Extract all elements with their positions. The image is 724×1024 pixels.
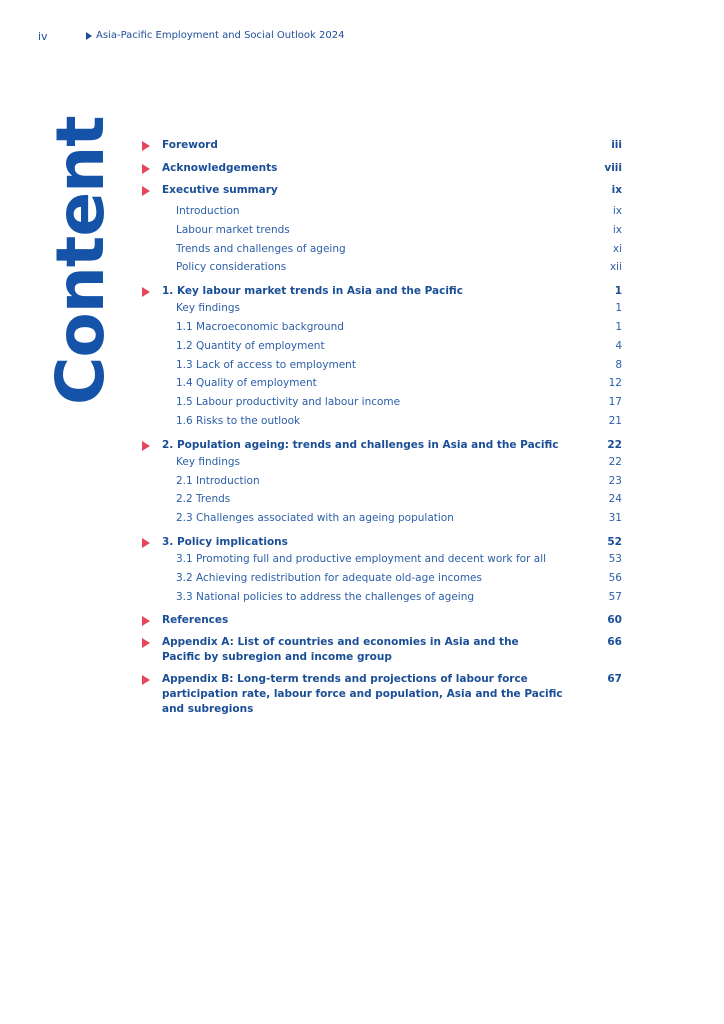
- toc-section-entry[interactable]: [140, 393, 622, 412]
- toc-entry-label: Key findings: [176, 302, 241, 315]
- toc-entry-page: 22: [607, 438, 622, 451]
- toc-entry-page: 31: [608, 512, 622, 525]
- toc-entry-page: ix: [612, 223, 622, 236]
- toc-section-entry[interactable]: [140, 258, 622, 277]
- toc-entry-page: 52: [607, 535, 622, 548]
- toc-entry-page: 21: [608, 414, 622, 427]
- toc-entry-label: 2.2 Trends: [176, 493, 231, 506]
- toc-entry-page: 53: [608, 552, 622, 565]
- toc-entry-label: 2.3 Challenges associated with an ageing population: [176, 512, 454, 525]
- toc-chapter-entry[interactable]: [140, 635, 622, 665]
- toc-entry-page: 4: [615, 339, 622, 352]
- toc-entry-label: 1.2 Quantity of employment: [176, 339, 325, 352]
- triangle-right-icon: [86, 32, 92, 40]
- triangle-bullet-icon: [142, 638, 150, 648]
- toc-entry-label: Trends and challenges of ageing: [176, 242, 346, 255]
- toc-section-entry[interactable]: [140, 374, 622, 393]
- toc-section-entry[interactable]: [140, 490, 622, 509]
- toc-entry-page: 22: [608, 455, 622, 468]
- toc-entry-page: xii: [609, 261, 622, 274]
- toc-section-entry[interactable]: [140, 202, 622, 221]
- toc-entry-page: 56: [608, 571, 622, 584]
- toc-chapter-entry[interactable]: [140, 161, 622, 176]
- toc-entry-page: 23: [608, 474, 622, 487]
- toc-entry-label: 1.3 Lack of access to employment: [176, 358, 356, 371]
- toc-section-entry[interactable]: [140, 240, 622, 259]
- toc-entry-label: Policy considerations: [176, 261, 287, 274]
- toc-entry-page: 66: [607, 636, 622, 649]
- toc-entry-label: 1. Key labour market trends in Asia and the Pacific: [162, 285, 463, 298]
- page-title: Content: [42, 116, 119, 405]
- toc-entry-label: Foreword: [162, 139, 218, 151]
- toc-entry-page: 57: [608, 590, 622, 603]
- toc-entry-label: 2.1 Introduction: [176, 474, 260, 487]
- toc-chapter-entry[interactable]: [140, 613, 622, 628]
- toc-entry-label: 3.3 National policies to address the challenges of ageing: [176, 590, 475, 603]
- toc-entry-label: Appendix A: List of countries and economies in Asia and the Pacific by subregion and income group: [162, 636, 519, 664]
- toc-entry-page: 12: [608, 377, 622, 390]
- toc-section-entry[interactable]: [140, 318, 622, 337]
- toc-section-entry[interactable]: [140, 453, 622, 472]
- toc-entry-page: xi: [612, 242, 622, 255]
- toc-chapter-entry[interactable]: [140, 138, 622, 153]
- toc-entry-page: 17: [608, 396, 622, 409]
- toc-entry-label: Labour market trends: [176, 223, 290, 236]
- toc-entry-label: Acknowledgements: [162, 161, 278, 174]
- toc-section-entry[interactable]: [140, 509, 622, 528]
- toc-section-entry[interactable]: [140, 569, 622, 588]
- toc-section-entry[interactable]: [140, 412, 622, 431]
- triangle-bullet-icon: [142, 441, 150, 451]
- toc-entry-label: 1.1 Macroeconomic background: [176, 320, 344, 333]
- running-title: [86, 30, 344, 41]
- table-of-contents: [140, 138, 622, 717]
- toc-entry-label: 1.5 Labour productivity and labour income: [176, 396, 401, 409]
- toc-section-entry[interactable]: [140, 221, 622, 240]
- toc-entry-page: 67: [607, 673, 622, 686]
- running-title-text: Asia-Pacific Employment and Social Outlook 2024: [96, 30, 345, 41]
- toc-entry-page: ix: [611, 184, 622, 196]
- toc-entry-page: 60: [607, 614, 622, 627]
- toc-entry-label: Introduction: [176, 205, 240, 217]
- toc-entry-label: 3. Policy implications: [162, 535, 288, 548]
- toc-entry-label: References: [162, 614, 229, 627]
- toc-entry-page: 1: [615, 302, 622, 315]
- toc-chapter-entry[interactable]: [140, 535, 622, 550]
- toc-entry-label: 1.4 Quality of employment: [176, 377, 317, 390]
- toc-section-entry[interactable]: [140, 588, 622, 607]
- toc-section-entry[interactable]: [140, 337, 622, 356]
- toc-entry-page: 8: [615, 358, 622, 371]
- toc-section-entry[interactable]: [140, 472, 622, 491]
- toc-entry-label: 1.6 Risks to the outlook: [176, 414, 301, 427]
- toc-entry-label: Appendix B: Long-term trends and projections of labour force participation rate, labour force and population, Asia and the Pacific and subregions: [162, 673, 563, 716]
- toc-entry-label: Key findings: [176, 455, 241, 468]
- triangle-bullet-icon: [142, 287, 150, 297]
- toc-entry-label: 3.1 Promoting full and productive employment and decent work for all: [176, 552, 547, 565]
- toc-section-entry[interactable]: [140, 550, 622, 569]
- triangle-bullet-icon: [142, 675, 150, 685]
- toc-entry-page: 1: [615, 320, 622, 333]
- toc-section-entry[interactable]: [140, 356, 622, 375]
- toc-section-entry[interactable]: [140, 299, 622, 318]
- toc-entry-page: 24: [608, 493, 622, 506]
- toc-entry-label: 3.2 Achieving redistribution for adequate old-age incomes: [176, 571, 482, 584]
- triangle-bullet-icon: [142, 141, 150, 151]
- toc-entry-page: viii: [604, 161, 622, 174]
- toc-chapter-entry[interactable]: [140, 183, 622, 198]
- triangle-bullet-icon: [142, 538, 150, 548]
- toc-entry-page: iii: [611, 139, 622, 151]
- toc-chapter-entry[interactable]: [140, 284, 622, 299]
- page-number: iv: [38, 30, 48, 43]
- toc-entry-label: 2. Population ageing: trends and challenges in Asia and the Pacific: [162, 438, 559, 451]
- toc-entry-page: ix: [612, 205, 622, 217]
- toc-entry-label: Executive summary: [162, 184, 278, 196]
- toc-entry-page: 1: [614, 285, 622, 298]
- triangle-bullet-icon: [142, 164, 150, 174]
- toc-chapter-entry[interactable]: [140, 438, 622, 453]
- triangle-bullet-icon: [142, 186, 150, 196]
- triangle-bullet-icon: [142, 616, 150, 626]
- toc-chapter-entry[interactable]: [140, 672, 622, 717]
